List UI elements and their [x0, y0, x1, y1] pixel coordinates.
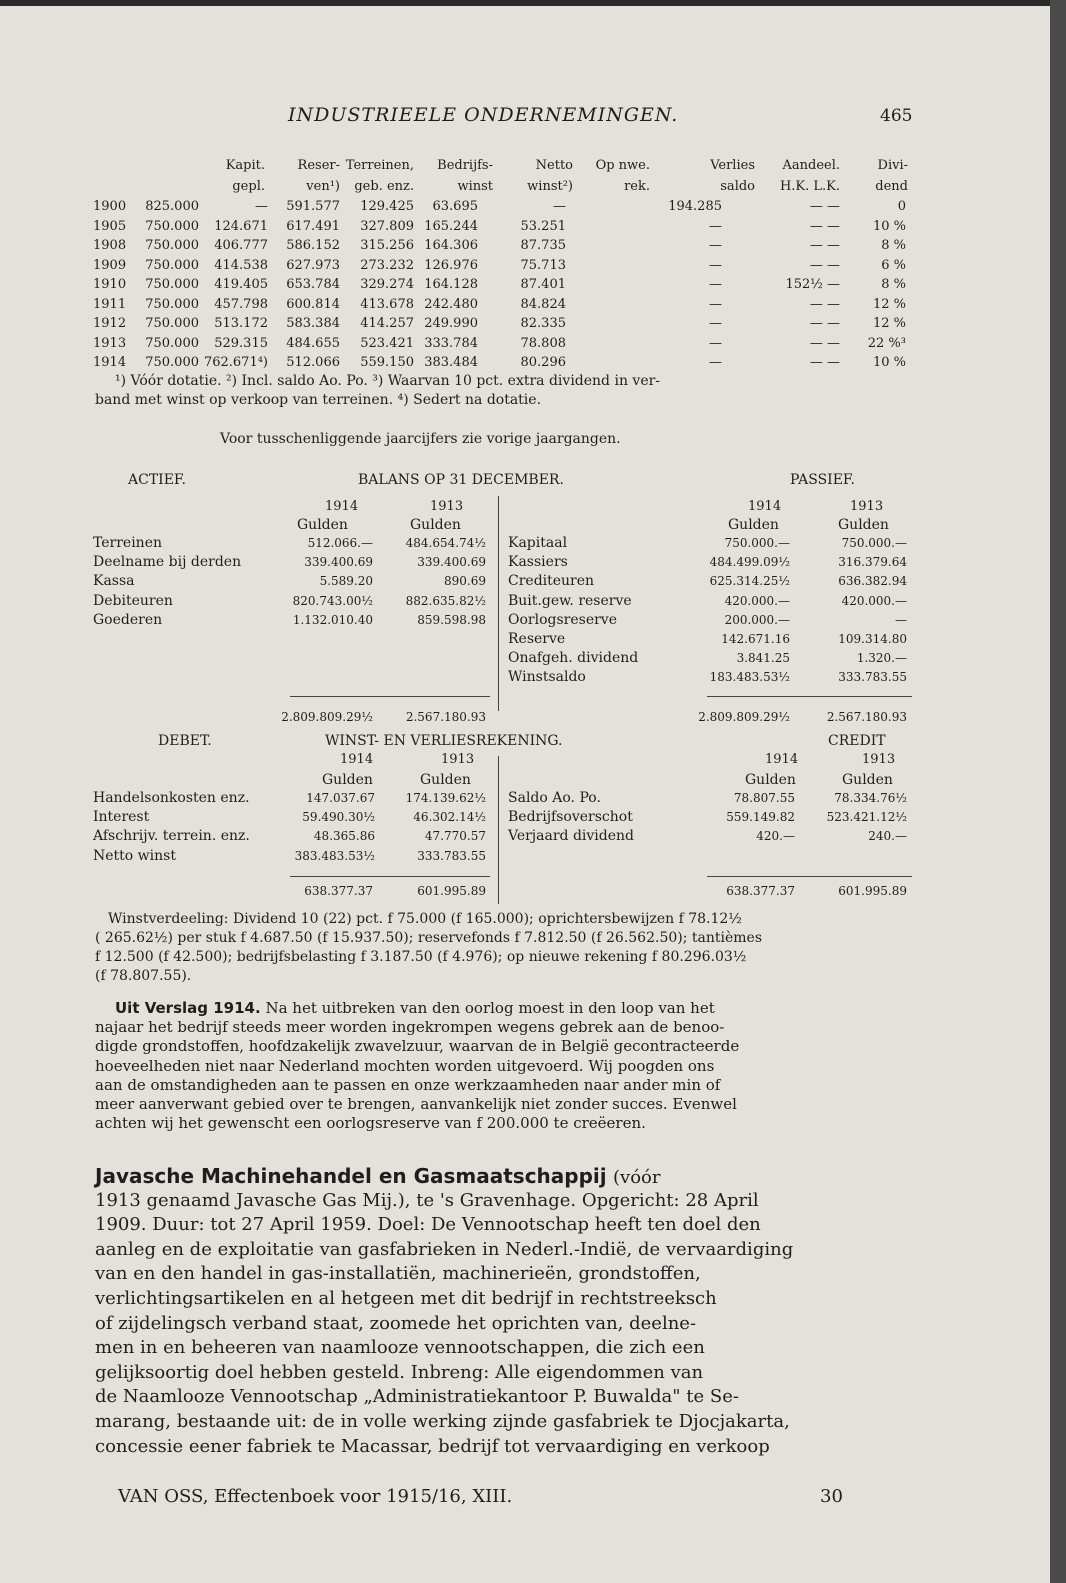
company-line: concessie eener fabriek te Macassar, bedrijf tot vervaardiging en verkoop: [95, 1435, 770, 1457]
stats-cell: 164.306: [424, 238, 478, 253]
asset-value-1913: 484.654.74½: [405, 536, 486, 550]
stats-cell: 12 %: [872, 316, 906, 331]
stats-cell: — —: [809, 316, 840, 331]
stats-cell: 413.678: [360, 296, 414, 312]
balance-year-header: 1913: [430, 499, 464, 514]
stats-cell: 1905: [93, 218, 127, 234]
stats-header-bottom: H.K. L.K.: [779, 179, 840, 194]
liability-value-1914: 200.000.—: [724, 612, 790, 627]
stats-cell: 617.491: [286, 218, 340, 234]
report-lead: Uit Verslag 1914.: [115, 999, 261, 1017]
pl-year-header: 1913: [441, 752, 475, 767]
stats-cell: 194.285: [668, 199, 722, 214]
balance-title: BALANS OP 31 DECEMBER.: [358, 472, 564, 488]
debit-value-1914: 59.490.30½: [302, 810, 375, 825]
balance-total-left: 2.567.180.93: [405, 710, 486, 724]
stats-cell: 84.824: [520, 296, 566, 312]
asset-label: Kassa: [93, 573, 135, 590]
report-line: hoeveelheden niet naar Nederland mochten worden uitgevoerd. Wij poogden ons: [95, 1056, 715, 1075]
stats-cell: 165.244: [424, 218, 478, 234]
stats-cell: 1911: [93, 296, 127, 312]
stats-cell: 8 %: [881, 238, 906, 253]
footnotes-line-2: band met winst op verkoop van terreinen. ⁴) Sedert na dotatie.: [95, 392, 542, 408]
stats-header-bottom: saldo: [720, 179, 755, 194]
balance-right-rule: [707, 696, 912, 697]
stats-cell: 249.990: [424, 316, 478, 331]
debit-value-1913: 46.302.14½: [413, 810, 486, 825]
debit-value-1913: 47.770.57: [424, 829, 486, 844]
stats-cell: 762.671⁴): [203, 355, 268, 370]
previous-years-note: Voor tusschenliggende jaarcijfers zie vorige jaargangen.: [220, 431, 621, 447]
stats-cell: 87.401: [520, 277, 566, 292]
stats-cell: 75.713: [520, 257, 566, 273]
company-line: gelijksoortig doel hebben gesteld. Inbreng: Alle eigendommen van: [95, 1361, 704, 1383]
stats-cell: 750.000: [145, 316, 199, 331]
liability-label: Crediteuren: [508, 573, 595, 590]
stats-cell: 329.274: [360, 277, 414, 292]
company-line: 1913 genaamd Javasche Gas Mij.), te 's Gravenhage. Opgericht: 28 April: [95, 1189, 759, 1211]
pl-unit-header: Gulden: [842, 772, 893, 788]
asset-value-1914: 512.066.—: [307, 536, 373, 550]
liability-value-1914: 183.483.53½: [709, 670, 790, 685]
stats-cell: 327.809: [360, 218, 414, 234]
stats-cell: 750.000: [145, 257, 199, 273]
pl-total-right: 638.377.37: [726, 884, 795, 898]
stats-cell: 82.335: [520, 316, 566, 331]
stats-cell: — —: [809, 199, 840, 214]
company-line: verlichtingsartikelen en al hetgeen met dit bedrijf in rechtstreeksch: [95, 1288, 717, 1309]
debit-value-1914: 383.483.53½: [294, 848, 375, 863]
stats-cell: 586.152: [286, 238, 340, 253]
liability-value-1913: 750.000.—: [841, 536, 907, 550]
liability-value-1913: 109.314.80: [838, 632, 907, 646]
stats-cell: 273.232: [360, 257, 414, 273]
stats-cell: 627.973: [286, 257, 340, 273]
asset-value-1914: 339.400.69: [304, 555, 373, 570]
pl-unit-header: Gulden: [322, 772, 373, 788]
liability-value-1913: 316.379.64: [838, 555, 907, 570]
company-line: van en den handel in gas-installatiën, machinerieën, grondstoffen,: [95, 1263, 701, 1285]
stats-cell: 6 %: [881, 257, 906, 273]
stats-cell: — —: [809, 257, 840, 273]
balance-unit-header: Gulden: [838, 517, 889, 533]
liability-value-1914: 750.000.—: [724, 536, 790, 550]
company-line-1: Javasche Machinehandel en Gasmaatschappij (vóór: [95, 1164, 661, 1188]
asset-value-1914: 5.589.20: [319, 574, 373, 589]
debit-label: Afschrijv. terrein. enz.: [93, 828, 250, 845]
stats-header-bottom: geb. enz.: [354, 179, 414, 194]
credit-label: Verjaard dividend: [508, 828, 634, 845]
stats-cell: 750.000: [145, 335, 199, 351]
asset-value-1914: 1.132.010.40: [292, 612, 373, 627]
report-line: achten wij het gewenscht een oorlogsreserve van f 200.000 te creëeren.: [95, 1114, 646, 1133]
pl-year-header: 1914: [340, 752, 374, 767]
stats-header-bottom: gepl.: [232, 179, 265, 194]
liability-value-1913: —: [895, 612, 907, 627]
debit-label: Handelsonkosten enz.: [93, 790, 250, 806]
company-line: 1909. Duur: tot 27 April 1959. Doel: De Vennootschap heeft ten doel den: [95, 1214, 761, 1236]
stats-header-top: Aandeel.: [782, 158, 840, 173]
stats-cell: 583.384: [286, 316, 340, 331]
stats-cell: —: [709, 277, 722, 292]
liability-value-1914: 484.499.09½: [709, 555, 790, 570]
balance-unit-header: Gulden: [410, 517, 461, 533]
liability-label: Oorlogsreserve: [508, 611, 617, 628]
running-header: INDUSTRIEELE ONDERNEMINGEN.: [288, 104, 679, 126]
distribution-line-3: f 12.500 (f 42.500); bedrijfsbelasting f 3.187.50 (f 4.976); op nieuwe rekening f 80.296.03½: [95, 949, 747, 965]
footer-citation: VAN OSS, Effectenboek voor 1915/16, XIII.: [118, 1486, 513, 1507]
company-line: aanleg en de exploitatie van gasfabrieken in Nederl.-Indië, de vervaardiging: [95, 1238, 794, 1260]
stats-cell: 512.066: [286, 355, 340, 370]
balance-year-header: 1914: [748, 499, 782, 514]
stats-cell: 750.000: [145, 238, 199, 253]
asset-label: Debiteuren: [93, 592, 173, 609]
pl-right-rule: [707, 876, 912, 877]
distribution-line-2: ( 265.62½) per stuk f 4.687.50 (f 15.937.50); reservefonds f 7.812.50 (f 26.562.50); tantièmes: [95, 930, 763, 946]
liability-value-1913: 333.783.55: [838, 670, 907, 685]
balance-year-header: 1913: [850, 499, 884, 514]
asset-label: Terreinen: [93, 535, 163, 551]
balance-left-rule: [290, 696, 490, 697]
stats-cell: 414.538: [214, 257, 268, 273]
pl-total-left: 601.995.89: [417, 884, 486, 898]
stats-cell: 10 %: [872, 218, 906, 234]
liability-value-1913: 420.000.—: [841, 593, 907, 608]
stats-cell: — —: [809, 335, 840, 351]
balance-unit-header: Gulden: [297, 517, 348, 533]
stats-cell: 53.251: [520, 218, 566, 234]
asset-value-1913: 339.400.69: [417, 555, 486, 570]
stats-cell: —: [709, 335, 722, 351]
debit-label: Netto winst: [93, 847, 176, 864]
stats-cell: 1900: [93, 199, 127, 214]
report-line: digde grondstoffen, hoofdzakelijk zwavelzuur, waarvan de in België gecontracteerde: [95, 1037, 740, 1056]
stats-cell: —: [709, 257, 722, 273]
liability-value-1913: 1.320.—: [856, 651, 907, 666]
liability-label: Onafgeh. dividend: [508, 650, 639, 667]
stats-cell: 457.798: [214, 296, 268, 312]
asset-value-1913: 890.69: [444, 574, 486, 589]
stats-cell: —: [709, 316, 722, 331]
credit-value-1913: 523.421.12½: [826, 810, 907, 825]
liability-value-1914: 142.671.16: [721, 632, 790, 646]
stats-header-bottom: winst: [457, 179, 493, 194]
stats-cell: 1913: [93, 335, 127, 351]
stats-cell: 164.128: [424, 277, 478, 292]
balance-left-heading: ACTIEF.: [128, 472, 186, 488]
stats-cell: 600.814: [286, 296, 340, 312]
liability-label: Reserve: [508, 631, 566, 647]
balance-total-left: 2.809.809.29½: [281, 710, 373, 724]
stats-cell: 1910: [93, 277, 127, 292]
debit-value-1913: 333.783.55: [417, 848, 486, 863]
stats-cell: 513.172: [214, 316, 268, 331]
pl-unit-header: Gulden: [745, 772, 796, 788]
pl-divider: [498, 756, 499, 904]
company-line: de Naamlooze Vennootschap „Administratiekantoor P. Buwalda" te Se-: [95, 1386, 739, 1408]
stats-cell: 750.000: [145, 218, 199, 234]
stats-cell: —: [553, 199, 566, 214]
company-line: men in en beheeren van naamlooze vennootschappen, die zich een: [95, 1337, 705, 1359]
pl-title: WINST- EN VERLIESREKENING.: [325, 733, 563, 749]
stats-cell: 406.777: [214, 238, 268, 253]
liability-label: Buit.gew. reserve: [508, 592, 632, 609]
stats-cell: 12 %: [872, 296, 906, 312]
credit-value-1914: 78.807.55: [733, 791, 795, 805]
credit-value-1914: 559.149.82: [726, 810, 795, 825]
report-line-1: Uit Verslag 1914. Na het uitbreken van den oorlog moest in den loop van het: [115, 999, 715, 1017]
footnotes-line-1: ¹) Vóór dotatie. ²) Incl. saldo Ao. Po. ³) Waarvan 10 pct. extra dividend in ver-: [115, 373, 661, 389]
stats-header-top: Kapit.: [225, 158, 265, 173]
pl-right-heading: CREDIT: [828, 733, 886, 749]
stats-header-top: Divi-: [877, 158, 908, 173]
stats-cell: — —: [809, 296, 840, 312]
credit-value-1913: 240.—: [868, 829, 907, 844]
stats-cell: 78.808: [520, 335, 566, 351]
asset-value-1913: 882.635.82½: [405, 593, 486, 608]
balance-year-header: 1914: [325, 499, 359, 514]
stats-header-top: Reser-: [297, 158, 340, 173]
stats-cell: 1912: [93, 316, 127, 331]
stats-cell: 126.976: [424, 257, 478, 273]
stats-cell: —: [255, 199, 268, 214]
stats-cell: —: [709, 218, 722, 234]
stats-cell: 1914: [93, 355, 127, 370]
credit-value-1914: 420.—: [756, 829, 795, 844]
asset-label: Deelname bij derden: [93, 554, 242, 571]
stats-cell: — —: [809, 218, 840, 234]
company-line: of zijdelingsch verband staat, zoomede het oprichten van, deelne-: [95, 1312, 697, 1334]
liability-value-1914: 420.000.—: [724, 593, 790, 608]
stats-cell: 559.150: [360, 355, 414, 370]
liability-label: Winstsaldo: [508, 669, 586, 686]
stats-cell: 484.655: [286, 335, 340, 351]
company-line: marang, bestaande uit: de in volle werking zijnde gasfabriek te Djocjakarta,: [95, 1411, 790, 1432]
page-number: 465: [880, 106, 913, 126]
stats-cell: 750.000: [145, 277, 199, 292]
pl-left-rule: [290, 876, 490, 877]
stats-cell: 1908: [93, 238, 127, 253]
stats-header-top: Verlies: [710, 158, 755, 173]
stats-cell: 383.484: [424, 355, 478, 370]
company-name: Javasche Machinehandel en Gasmaatschappij: [95, 1164, 607, 1188]
stats-cell: 750.000: [145, 296, 199, 312]
balance-right-heading: PASSIEF.: [790, 472, 855, 488]
report-line: aan de omstandigheden aan te passen en onze werkzaamheden naar ander min of: [95, 1075, 721, 1094]
distribution-line-4: (f 78.807.55).: [95, 968, 192, 984]
stats-cell: 653.784: [286, 277, 340, 292]
balance-total-right: 2.809.809.29½: [698, 710, 790, 724]
asset-label: Goederen: [93, 611, 163, 628]
balance-unit-header: Gulden: [728, 517, 779, 533]
stats-header-bottom: ven¹): [306, 179, 340, 194]
pl-total-left: 638.377.37: [304, 884, 373, 898]
debit-value-1914: 48.365.86: [313, 829, 375, 844]
stats-cell: 523.421: [360, 335, 414, 351]
stats-cell: 825.000: [145, 199, 199, 214]
stats-cell: —: [709, 238, 722, 253]
stats-header-bottom: dend: [875, 179, 908, 194]
stats-cell: — —: [809, 238, 840, 253]
pl-total-right: 601.995.89: [838, 884, 907, 898]
stats-header-top: Bedrijfs-: [437, 158, 493, 173]
stats-cell: 8 %: [881, 277, 906, 292]
stats-cell: 80.296: [520, 355, 566, 370]
stats-cell: 152½ —: [785, 277, 840, 292]
debit-value-1914: 147.037.67: [306, 791, 375, 805]
liability-value-1913: 636.382.94: [838, 574, 907, 589]
stats-cell: 414.257: [360, 316, 414, 331]
stats-cell: —: [709, 296, 722, 312]
stats-cell: 333.784: [424, 335, 478, 351]
stats-cell: — —: [809, 355, 840, 370]
stats-cell: 1909: [93, 257, 127, 273]
asset-value-1914: 820.743.00½: [292, 593, 373, 608]
stats-cell: 63.695: [432, 199, 478, 214]
stats-cell: 750.000: [145, 355, 199, 370]
credit-label: Saldo Ao. Po.: [508, 790, 601, 806]
stats-header-bottom: rek.: [624, 179, 650, 194]
scan-right-edge: [1050, 0, 1066, 1583]
liability-value-1914: 3.841.25: [736, 651, 790, 666]
credit-value-1913: 78.334.76½: [834, 791, 907, 805]
stats-cell: 591.577: [286, 199, 340, 214]
stats-cell: 129.425: [360, 199, 414, 214]
stats-cell: 87.735: [520, 238, 566, 253]
stats-header-bottom: winst²): [527, 179, 573, 194]
distribution-line-1: Winstverdeeling: Dividend 10 (22) pct. f 75.000 (f 165.000); oprichtersbewijzen f 78.12½: [108, 911, 742, 927]
balance-divider: [498, 496, 499, 711]
pl-unit-header: Gulden: [420, 772, 471, 788]
stats-cell: 0: [897, 199, 906, 214]
stats-header-top: Terreinen,: [345, 158, 414, 173]
pl-year-header: 1913: [862, 752, 896, 767]
liability-label: Kassiers: [508, 554, 568, 571]
pl-left-heading: DEBET.: [158, 733, 212, 749]
credit-label: Bedrijfsoverschot: [508, 809, 633, 826]
stats-cell: 242.480: [424, 296, 478, 312]
pl-year-header: 1914: [765, 752, 799, 767]
debit-value-1913: 174.139.62½: [405, 791, 486, 805]
stats-cell: 124.671: [214, 218, 268, 234]
report-line: najaar het bedrijf steeds meer worden ingekrompen wegens gebrek aan de benoo-: [95, 1018, 725, 1037]
footer-signature: 30: [820, 1486, 843, 1507]
stats-cell: 529.315: [214, 335, 268, 351]
stats-cell: 10 %: [872, 355, 906, 370]
book-page: [0, 6, 1050, 1583]
stats-cell: 315.256: [360, 238, 414, 253]
stats-cell: 22 %³: [867, 335, 906, 351]
liability-value-1914: 625.314.25½: [709, 574, 790, 589]
stats-header-top: Netto: [535, 158, 573, 173]
asset-value-1913: 859.598.98: [417, 612, 486, 627]
stats-header-top: Op nwe.: [595, 158, 650, 173]
stats-cell: —: [709, 355, 722, 370]
stats-cell: 419.405: [214, 277, 268, 292]
debit-label: Interest: [93, 809, 150, 826]
report-line: meer aanverwant gebied over te brengen, aanvankelijk niet zonder succes. Evenwel: [95, 1095, 737, 1113]
balance-total-right: 2.567.180.93: [826, 710, 907, 724]
liability-label: Kapitaal: [508, 535, 568, 551]
